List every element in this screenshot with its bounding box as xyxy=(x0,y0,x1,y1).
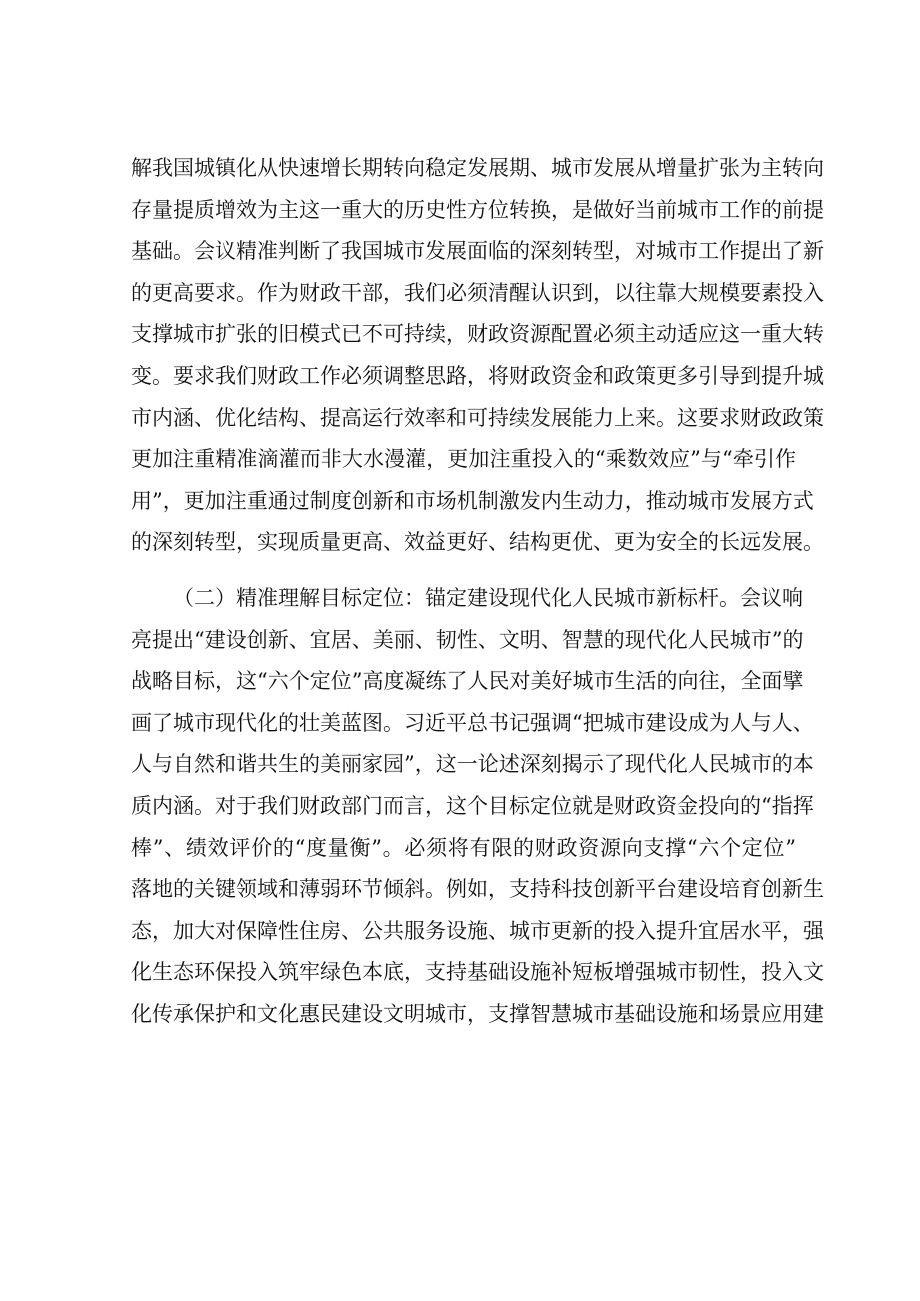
text-line: 棒”、绩效评价的“度量衡”。必须将有限的财政资源向支撑“六个定位” xyxy=(131,835,796,860)
text-line: 变。要求我们财政工作必须调整思路，将财政资金和政策更多引导到提升城 xyxy=(131,363,824,388)
text-line: 存量提质增效为主这一重大的历史性方位转换，是做好当前城市工作的前提 xyxy=(131,197,824,222)
paragraph-spacer xyxy=(131,564,796,578)
text-line: 更加注重精准滴灌而非大水漫灌，更加注重投入的“乘数效应”与“牵引作 xyxy=(131,447,796,472)
text-line: （二）精准理解目标定位：锚定建设现代化人民城市新标杆。会议响 xyxy=(173,585,803,610)
text-line: 支撑城市扩张的旧模式已不可持续，财政资源配置必须主动适应这一重大转 xyxy=(131,322,824,347)
text-line: 战略目标，这“六个定位”高度凝练了人民对美好城市生活的向往，全面擘 xyxy=(131,669,804,694)
text-line: 的更高要求。作为财政干部，我们必须清醒认识到，以往靠大规模要素投入 xyxy=(131,280,824,305)
text-line: 化传承保护和文化惠民建设文明城市，支撑智慧城市基础设施和场景应用建 xyxy=(131,1001,824,1026)
text-line: 市内涵、优化结构、提高运行效率和可持续发展能力上来。这要求财政政策 xyxy=(131,405,824,430)
paragraph-1 xyxy=(131,148,824,564)
text-line: 态，加大对保障性住房、公共服务设施、城市更新的投入提升宜居水平，强 xyxy=(131,918,824,943)
text-line: 亮提出“建设创新、宜居、美丽、韧性、文明、智慧的现代化人民城市”的 xyxy=(131,627,804,652)
text-line: 质内涵。对于我们财政部门而言，这个目标定位就是财政资金投向的“指挥 xyxy=(131,793,814,818)
paragraph-2 xyxy=(131,578,824,1036)
document-body xyxy=(131,148,824,1035)
text-line: 人与自然和谐共生的美丽家园”，这一论述深刻揭示了现代化人民城市的本 xyxy=(131,752,814,777)
text-line: 画了城市现代化的壮美蓝图。习近平总书记强调“把城市建设成为人与人、 xyxy=(131,710,814,735)
text-line: 基础。会议精准判断了我国城市发展面临的深刻转型，对城市工作提出了新 xyxy=(131,239,824,264)
text-line: 化生态环保投入筑牢绿色本底，支持基础设施补短板增强城市韧性，投入文 xyxy=(131,960,824,985)
text-line: 的深刻转型，实现质量更高、效益更好、结构更优、更为安全的长远发展。 xyxy=(131,530,824,555)
text-line: 解我国城镇化从快速增长期转向稳定发展期、城市发展从增量扩张为主转向 xyxy=(131,156,824,180)
text-line: 落地的关键领域和薄弱环节倾斜。例如，支持科技创新平台建设培育创新生 xyxy=(131,877,824,902)
text-line: 用”，更加注重通过制度创新和市场机制激发内生动力，推动城市发展方式 xyxy=(131,488,814,513)
